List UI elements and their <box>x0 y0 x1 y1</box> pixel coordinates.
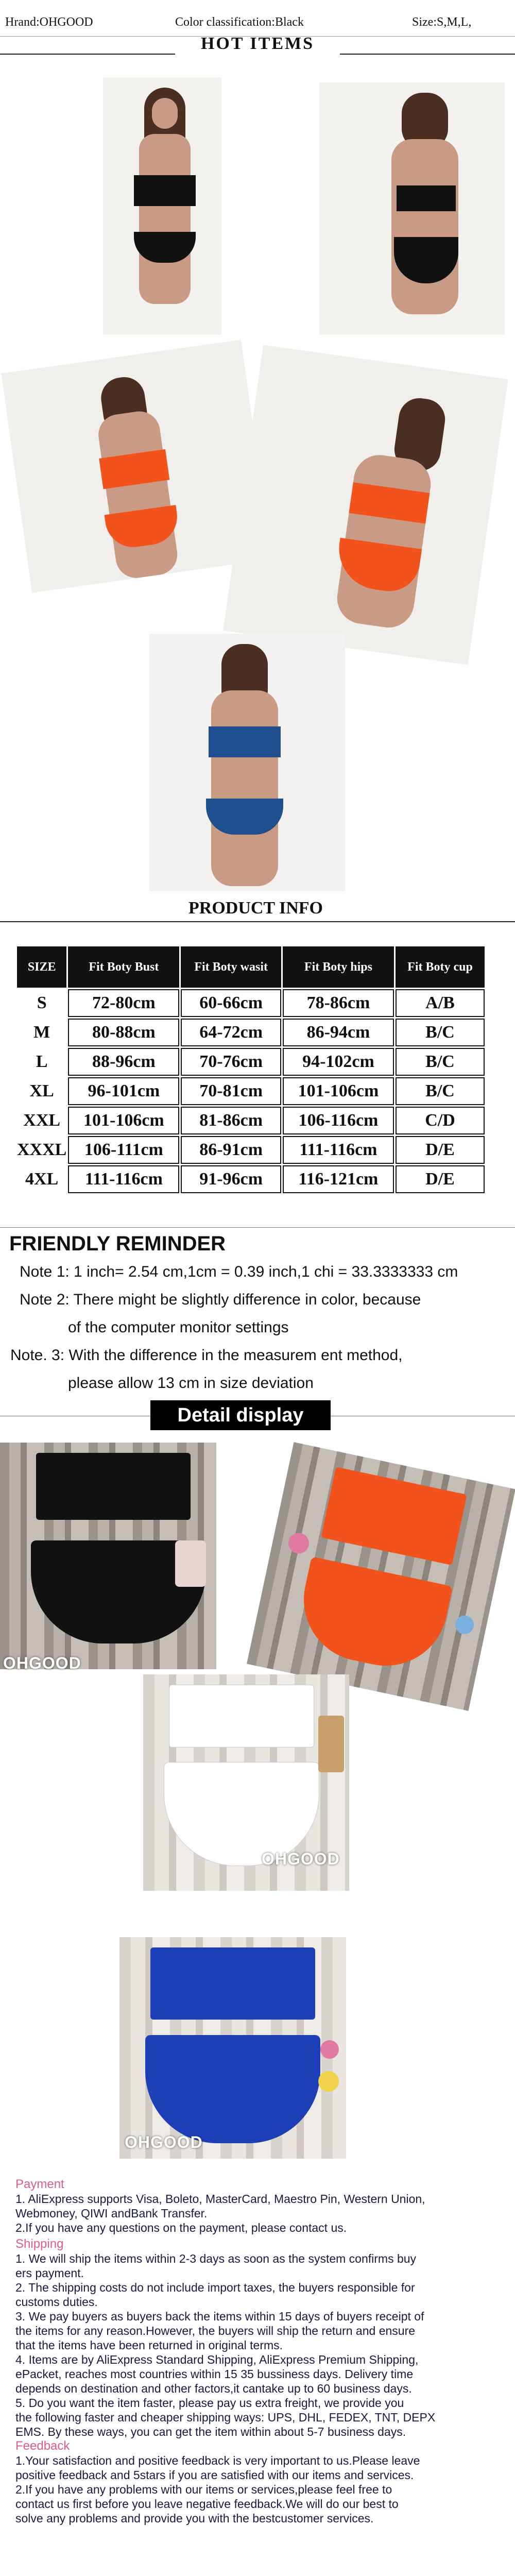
watermark: OHGOOD <box>125 2133 203 2151</box>
table-row <box>17 1048 485 1076</box>
detail-photo-orange <box>247 1442 515 1711</box>
table-row <box>17 1077 485 1105</box>
waist-cell: 91-96cm <box>181 1165 281 1193</box>
waist-cell: 86-91cm <box>181 1136 281 1164</box>
hot-items-title: HOT ITEMS <box>200 34 315 53</box>
hips-cell: 86-94cm <box>283 1019 394 1046</box>
shipping-line: the items for any reason.However, the buyers will ship the return and ensure <box>15 2324 416 2337</box>
size-chart-header-row <box>17 946 485 988</box>
hips-cell: 78-86cm <box>283 989 394 1017</box>
bust-cell: 80-88cm <box>68 1019 179 1046</box>
payment-heading: Payment <box>15 2177 64 2191</box>
column-header-cup: Fit Boty cup <box>396 946 485 988</box>
shipping-line: 1. We will ship the items within 2-3 days as soon as the system confirms buy <box>15 2252 417 2265</box>
model-photo-orange-back <box>223 345 508 665</box>
feedback-heading: Feedback <box>15 2439 70 2453</box>
model-photo-black-front <box>103 77 221 335</box>
product-info-title: PRODUCT INFO <box>184 899 327 918</box>
note-3-line-2: please allow 13 cm in size deviation <box>68 1375 314 1392</box>
watermark: OHGOOD <box>262 1850 340 1868</box>
cup-cell: B/C <box>396 1048 485 1076</box>
shipping-line: ers payment. <box>15 2266 84 2280</box>
payment-line: 1. AliExpress supports Visa, Boleto, MasterCard, Maestro Pin, Western Union, <box>15 2192 425 2206</box>
model-photo-black-back <box>319 82 505 335</box>
bust-cell: 111-116cm <box>68 1165 179 1193</box>
cup-cell: B/C <box>396 1077 485 1105</box>
shipping-line: 5. Do you want the item faster, please pay us extra freight, we provide you <box>15 2396 404 2410</box>
column-header-hips: Fit Boty hips <box>283 946 394 988</box>
hips-cell: 111-116cm <box>283 1136 394 1164</box>
reminder-title: FRIENDLY REMINDER <box>9 1232 226 1255</box>
shipping-line: depends on destination and other factors,it cantake up to 60 business days. <box>15 2382 412 2395</box>
hips-cell: 116-121cm <box>283 1165 394 1193</box>
size-cell: M <box>33 1023 50 1042</box>
hips-cell: 101-106cm <box>283 1077 394 1105</box>
table-row <box>17 1165 485 1193</box>
shipping-heading: Shipping <box>15 2237 64 2251</box>
detail-photo-white <box>143 1674 349 1891</box>
waist-cell: 70-76cm <box>181 1048 281 1076</box>
waist-cell: 81-86cm <box>181 1107 281 1134</box>
bust-cell: 72-80cm <box>68 989 179 1017</box>
title-rule-left <box>0 54 175 55</box>
reminder-top-rule <box>0 1227 515 1228</box>
feedback-line: 2.If you have any problems with our items or services,please feel free to <box>15 2483 392 2496</box>
hips-cell: 106-116cm <box>283 1107 394 1134</box>
column-header-waist: Fit Boty wasit <box>181 946 281 988</box>
bust-cell: 101-106cm <box>68 1107 179 1134</box>
title-rule-right <box>340 54 515 55</box>
feedback-line: positive feedback and 5stars if you are satisfied with our items and services. <box>15 2468 414 2482</box>
column-header-size: SIZE <box>17 946 66 988</box>
detail-display-banner: Detail display <box>150 1400 331 1430</box>
waist-cell: 64-72cm <box>181 1019 281 1046</box>
size-cell: L <box>36 1052 48 1071</box>
payment-line: 2.If you have any questions on the payment, please contact us. <box>15 2221 347 2234</box>
size-cell: XXXL <box>17 1140 67 1159</box>
payment-line: Webmoney, QIWI andBank Transfer. <box>15 2207 208 2220</box>
shipping-line: that the items have been returned in original terms. <box>15 2338 283 2352</box>
shipping-line: customs duties. <box>15 2295 98 2309</box>
watermark: OHGOOD <box>3 1654 81 1672</box>
bust-cell: 106-111cm <box>68 1136 179 1164</box>
detail-photo-blue <box>119 1937 346 2159</box>
shipping-line: the following faster and cheaper shipping ways: UPS, DHL, FEDEX, TNT, DEPX <box>15 2411 436 2424</box>
table-row <box>17 1136 485 1164</box>
brand-label: Hrand:OHGOOD <box>5 15 93 29</box>
shipping-line: ePacket, reaches most countries within 15 35 bussiness days. Delivery time <box>15 2367 414 2381</box>
size-cell: XXL <box>23 1111 61 1130</box>
shipping-line: 3. We pay buyers as buyers back the items within 15 days of buyers receipt of <box>15 2310 424 2323</box>
cup-cell: D/E <box>396 1136 485 1164</box>
cup-cell: D/E <box>396 1165 485 1193</box>
bust-cell: 96-101cm <box>68 1077 179 1105</box>
size-label: Size:S,M,L, <box>412 15 472 29</box>
model-photo-blue-front <box>149 634 345 891</box>
color-label: Color classification:Black <box>175 15 304 29</box>
detail-photo-black <box>0 1443 216 1672</box>
size-cell: 4XL <box>25 1170 59 1189</box>
size-cell: S <box>37 993 47 1012</box>
cup-cell: B/C <box>396 1019 485 1046</box>
note-1: Note 1: 1 inch= 2.54 cm,1cm = 0.39 inch,1 chi = 33.3333333 cm <box>20 1263 458 1280</box>
table-row <box>17 1107 485 1134</box>
table-row <box>17 1019 485 1046</box>
shipping-line: 2. The shipping costs do not include import taxes, the buyers responsible for <box>15 2281 415 2294</box>
waist-cell: 70-81cm <box>181 1077 281 1105</box>
feedback-line: 1.Your satisfaction and positive feedback is very important to us.Please leave <box>15 2454 420 2467</box>
shipping-line: 4. Items are by AliExpress Standard Shipping, AliExpress Premium Shipping, <box>15 2353 419 2366</box>
cup-cell: A/B <box>396 989 485 1017</box>
feedback-line: solve any problems and provide you with the bestcustomer services. <box>15 2512 374 2525</box>
waist-cell: 60-66cm <box>181 989 281 1017</box>
hips-cell: 94-102cm <box>283 1048 394 1076</box>
column-header-bust: Fit Boty Bust <box>68 946 179 988</box>
cup-cell: C/D <box>396 1107 485 1134</box>
size-cell: XL <box>29 1081 54 1100</box>
note-2-line-1: Note 2: There might be slightly difference in color, because <box>20 1291 421 1308</box>
note-2-line-2: of the computer monitor settings <box>68 1319 289 1336</box>
size-chart-table <box>15 945 486 1195</box>
feedback-line: contact us first before you leave negative feedback.We will do our best to <box>15 2497 399 2511</box>
table-row <box>17 989 485 1017</box>
bust-cell: 88-96cm <box>68 1048 179 1076</box>
note-3-line-1: Note. 3: With the difference in the measurem ent method, <box>10 1347 403 1364</box>
shipping-line: EMS. By these ways, you can get the item within about 5-7 business days. <box>15 2425 406 2438</box>
product-info-rule <box>0 921 515 922</box>
model-photo-orange-front <box>1 340 271 592</box>
